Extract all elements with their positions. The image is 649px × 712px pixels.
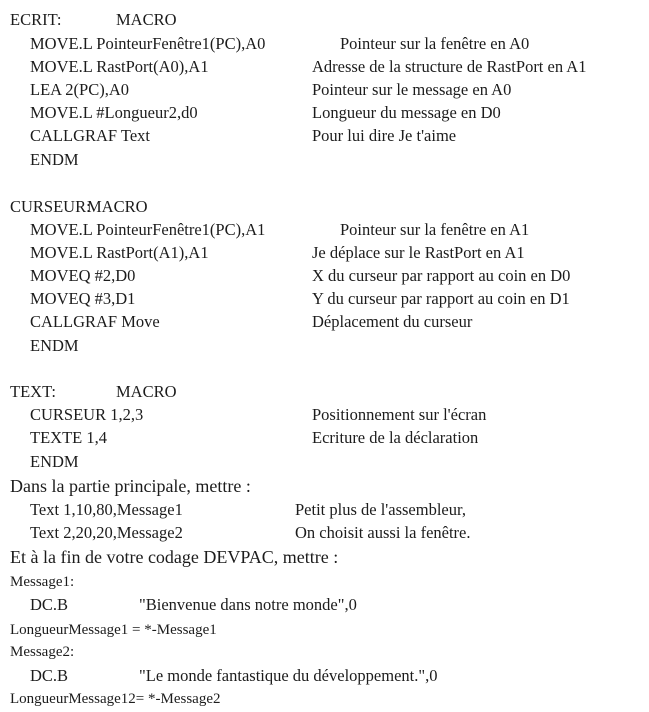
instruction: Text 2,20,20,Message2: [30, 523, 183, 542]
prose-text: Et à la fin de votre codage DEVPAC, mettre :: [10, 547, 339, 567]
comment: Positionnement sur l'écran: [312, 405, 487, 424]
instruction: MOVE.L PointeurFenêtre1(PC),A0: [30, 34, 266, 53]
comment: "Le monde fantastique du développement.",0: [139, 666, 438, 685]
instruction: ENDM: [30, 452, 79, 471]
instruction: DC.B: [30, 666, 69, 685]
instruction: CALLGRAF Text: [30, 126, 151, 145]
label: TEXT:: [10, 382, 56, 401]
comment: Adresse de la structure de RastPort en A1: [312, 57, 587, 76]
instruction: LEA 2(PC),A0: [30, 80, 129, 99]
comment: Longueur du message en D0: [312, 103, 501, 122]
comment: Pour lui dire Je t'aime: [312, 126, 457, 145]
keyword: MACRO: [87, 197, 148, 216]
instruction: Text 1,10,80,Message1: [30, 500, 183, 519]
instruction: MOVE.L RastPort(A0),A1: [30, 57, 209, 76]
instruction: MOVEQ #2,D0: [30, 266, 136, 285]
comment: Y du curseur par rapport au coin en D1: [312, 289, 570, 308]
instruction: MOVEQ #3,D1: [30, 289, 136, 308]
comment: Je déplace sur le RastPort en A1: [312, 243, 525, 262]
keyword: MACRO: [116, 10, 177, 29]
comment: Pointeur sur le message en A0: [312, 80, 512, 99]
label: Message2:: [10, 644, 75, 660]
instruction: MOVE.L PointeurFenêtre1(PC),A1: [30, 220, 266, 239]
instruction: ENDM: [30, 336, 79, 355]
comment: Ecriture de la déclaration: [312, 428, 479, 447]
comment: On choisit aussi la fenêtre.: [295, 523, 471, 542]
label: Message1:: [10, 574, 75, 590]
keyword: MACRO: [116, 382, 177, 401]
comment: X du curseur par rapport au coin en D0: [312, 266, 571, 285]
label: CURSEUR:: [10, 197, 91, 216]
instruction: TEXTE 1,4: [30, 428, 107, 447]
instruction: CALLGRAF Move: [30, 312, 160, 331]
prose-text: Dans la partie principale, mettre :: [10, 476, 251, 496]
label: ECRIT:: [10, 10, 62, 29]
comment: Pointeur sur la fenêtre en A0: [340, 34, 530, 53]
comment: Déplacement du curseur: [312, 312, 473, 331]
comment: Pointeur sur la fenêtre en A1: [340, 220, 530, 239]
comment: "Bienvenue dans notre monde",0: [139, 595, 357, 614]
instruction: ENDM: [30, 150, 79, 169]
comment: Petit plus de l'assembleur,: [295, 500, 466, 519]
instruction: CURSEUR 1,2,3: [30, 405, 144, 424]
instruction: LongueurMessage12= *-Message2: [10, 691, 221, 707]
instruction: LongueurMessage1 = *-Message1: [10, 622, 217, 638]
instruction: MOVE.L RastPort(A1),A1: [30, 243, 209, 262]
instruction: MOVE.L #Longueur2,d0: [30, 103, 198, 122]
instruction: DC.B: [30, 595, 69, 614]
